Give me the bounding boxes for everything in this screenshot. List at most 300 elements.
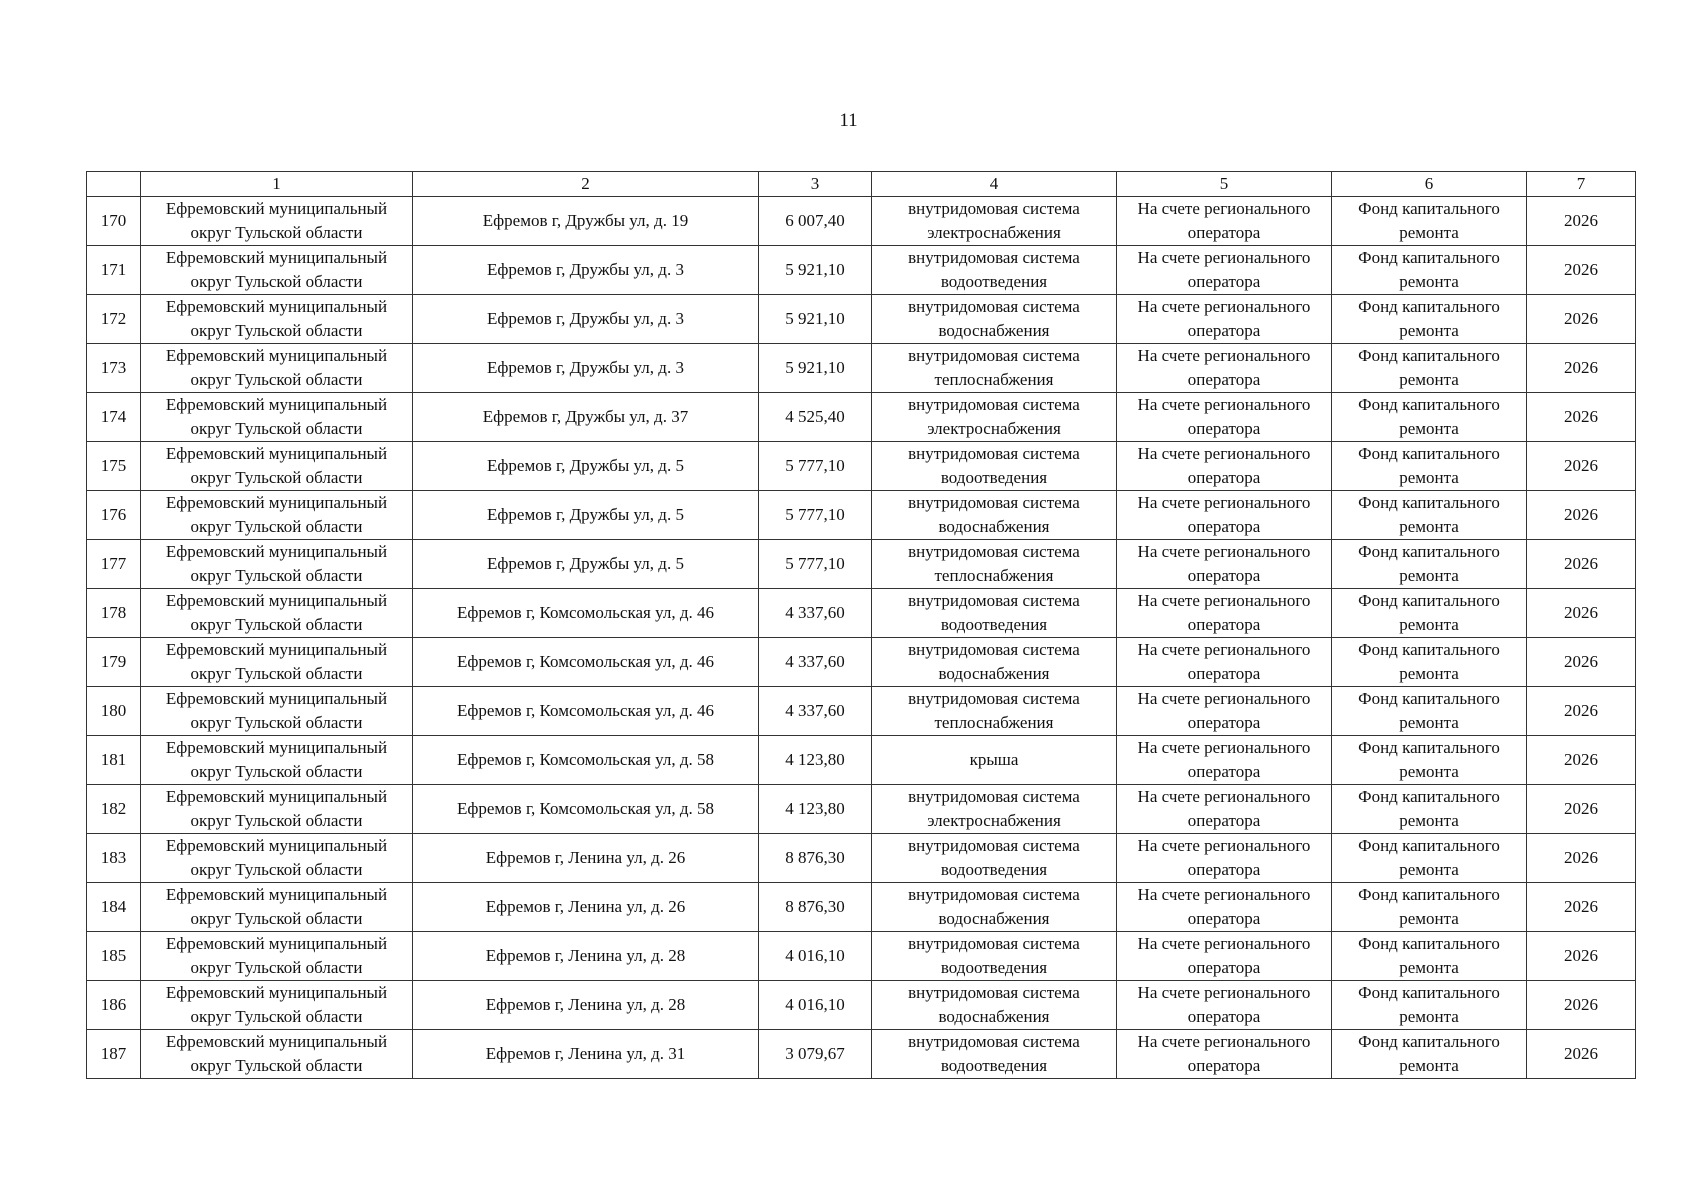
system-cell-line-2: водоотведения bbox=[940, 272, 1048, 291]
account-cell-line-1: На счете регионального bbox=[1137, 395, 1311, 414]
account-cell bbox=[1117, 344, 1332, 393]
municipality-cell-line-2: округ Тульской области bbox=[190, 762, 363, 781]
account-cell-line-2: оператора bbox=[1187, 419, 1261, 438]
municipality-cell-line-2: округ Тульской области bbox=[190, 811, 363, 830]
year-cell: 2026 bbox=[1527, 785, 1636, 834]
header-cell-5: 5 bbox=[1117, 172, 1332, 197]
account-cell-line-2: оператора bbox=[1187, 272, 1261, 291]
address-cell: Ефремов г, Ленина ул, д. 26 bbox=[413, 883, 759, 932]
municipality-cell-line-2: округ Тульской области bbox=[190, 223, 363, 242]
table-row bbox=[87, 246, 1636, 295]
fund-cell-line-2: ремонта bbox=[1399, 860, 1459, 879]
header-cell-3: 3 bbox=[759, 172, 872, 197]
fund-cell-line-1: Фонд капитального bbox=[1358, 1032, 1500, 1051]
row-number-cell: 176 bbox=[87, 491, 141, 540]
header-cell-4: 4 bbox=[872, 172, 1117, 197]
account-cell bbox=[1117, 589, 1332, 638]
header-cell-2: 2 bbox=[413, 172, 759, 197]
table-row bbox=[87, 1030, 1636, 1079]
table-row bbox=[87, 393, 1636, 442]
row-number-cell: 183 bbox=[87, 834, 141, 883]
row-number-cell: 180 bbox=[87, 687, 141, 736]
municipality-cell-line-1: Ефремовский муниципальный bbox=[165, 542, 388, 561]
year-cell: 2026 bbox=[1527, 1030, 1636, 1079]
fund-cell bbox=[1332, 1030, 1527, 1079]
account-cell-line-2: оператора bbox=[1187, 615, 1261, 634]
system-cell-line-2: водоснабжения bbox=[938, 321, 1050, 340]
row-number-cell: 181 bbox=[87, 736, 141, 785]
row-number-cell: 187 bbox=[87, 1030, 141, 1079]
fund-cell-line-2: ремонта bbox=[1399, 419, 1459, 438]
header-cell-7: 7 bbox=[1527, 172, 1636, 197]
year-cell: 2026 bbox=[1527, 197, 1636, 246]
municipality-cell-line-1: Ефремовский муниципальный bbox=[165, 836, 388, 855]
municipality-cell-line-2: округ Тульской области bbox=[190, 272, 363, 291]
area-cell: 4 123,80 bbox=[759, 785, 872, 834]
system-cell bbox=[872, 393, 1117, 442]
municipality-cell-line-1: Ефремовский муниципальный bbox=[165, 297, 388, 316]
year-cell: 2026 bbox=[1527, 638, 1636, 687]
fund-cell bbox=[1332, 981, 1527, 1030]
municipality-cell-line-2: округ Тульской области bbox=[190, 419, 363, 438]
account-cell-line-1: На счете регионального bbox=[1137, 885, 1311, 904]
municipality-cell-line-2: округ Тульской области bbox=[190, 517, 363, 536]
municipality-cell bbox=[141, 246, 413, 295]
account-cell-line-2: оператора bbox=[1187, 1056, 1261, 1075]
account-cell-line-1: На счете регионального bbox=[1137, 836, 1311, 855]
fund-cell-line-2: ремонта bbox=[1399, 223, 1459, 242]
account-cell bbox=[1117, 834, 1332, 883]
account-cell-line-1: На счете регионального bbox=[1137, 346, 1311, 365]
account-cell-line-1: На счете регионального bbox=[1137, 640, 1311, 659]
row-number-cell: 185 bbox=[87, 932, 141, 981]
system-cell bbox=[872, 883, 1117, 932]
municipality-cell bbox=[141, 540, 413, 589]
system-cell-line-1: внутридомовая система bbox=[908, 444, 1080, 463]
area-cell: 3 079,67 bbox=[759, 1030, 872, 1079]
fund-cell-line-1: Фонд капитального bbox=[1358, 983, 1500, 1002]
fund-cell bbox=[1332, 344, 1527, 393]
system-cell-line-1: внутридомовая система bbox=[908, 297, 1080, 316]
fund-cell bbox=[1332, 295, 1527, 344]
area-cell: 4 016,10 bbox=[759, 932, 872, 981]
area-cell: 5 777,10 bbox=[759, 442, 872, 491]
table-row bbox=[87, 491, 1636, 540]
municipality-cell-line-2: округ Тульской области bbox=[190, 1056, 363, 1075]
system-cell bbox=[872, 442, 1117, 491]
system-cell-line-2: водоотведения bbox=[940, 1056, 1048, 1075]
municipality-cell-line-2: округ Тульской области bbox=[190, 958, 363, 977]
year-cell: 2026 bbox=[1527, 393, 1636, 442]
municipality-cell bbox=[141, 344, 413, 393]
fund-cell-line-2: ремонта bbox=[1399, 1056, 1459, 1075]
account-cell bbox=[1117, 393, 1332, 442]
system-cell-line-2: водоотведения bbox=[940, 860, 1048, 879]
area-cell: 4 337,60 bbox=[759, 687, 872, 736]
system-cell-line-2: электроснабжения bbox=[927, 811, 1061, 830]
year-cell: 2026 bbox=[1527, 932, 1636, 981]
municipality-cell-line-1: Ефремовский муниципальный bbox=[165, 591, 388, 610]
year-cell: 2026 bbox=[1527, 491, 1636, 540]
row-number-cell: 171 bbox=[87, 246, 141, 295]
row-number-cell: 174 bbox=[87, 393, 141, 442]
area-cell: 4 016,10 bbox=[759, 981, 872, 1030]
municipality-cell-line-2: округ Тульской области bbox=[190, 370, 363, 389]
municipality-cell-line-1: Ефремовский муниципальный bbox=[165, 934, 388, 953]
address-cell: Ефремов г, Дружбы ул, д. 5 bbox=[413, 442, 759, 491]
system-cell bbox=[872, 1030, 1117, 1079]
system-cell-line-1: внутридомовая система bbox=[908, 934, 1080, 953]
fund-cell bbox=[1332, 540, 1527, 589]
address-cell: Ефремов г, Ленина ул, д. 26 bbox=[413, 834, 759, 883]
account-cell bbox=[1117, 932, 1332, 981]
year-cell: 2026 bbox=[1527, 736, 1636, 785]
fund-cell bbox=[1332, 932, 1527, 981]
account-cell-line-1: На счете регионального bbox=[1137, 1032, 1311, 1051]
page-number: 11 bbox=[839, 110, 858, 131]
area-cell: 8 876,30 bbox=[759, 834, 872, 883]
account-cell-line-2: оператора bbox=[1187, 1007, 1261, 1026]
area-cell: 5 921,10 bbox=[759, 295, 872, 344]
fund-cell-line-2: ремонта bbox=[1399, 713, 1459, 732]
account-cell-line-2: оператора bbox=[1187, 517, 1261, 536]
account-cell bbox=[1117, 491, 1332, 540]
area-cell: 5 921,10 bbox=[759, 344, 872, 393]
municipality-cell-line-1: Ефремовский муниципальный bbox=[165, 444, 388, 463]
table-row bbox=[87, 442, 1636, 491]
account-cell-line-2: оператора bbox=[1187, 713, 1261, 732]
municipality-cell-line-2: округ Тульской области bbox=[190, 1007, 363, 1026]
municipality-cell bbox=[141, 981, 413, 1030]
municipality-cell-line-2: округ Тульской области bbox=[190, 321, 363, 340]
account-cell-line-1: На счете регионального bbox=[1137, 934, 1311, 953]
address-cell: Ефремов г, Дружбы ул, д. 5 bbox=[413, 491, 759, 540]
address-cell: Ефремов г, Комсомольская ул, д. 58 bbox=[413, 736, 759, 785]
account-cell-line-1: На счете регионального bbox=[1137, 444, 1311, 463]
system-cell-line-1: внутридомовая система bbox=[908, 983, 1080, 1002]
municipality-cell-line-2: округ Тульской области bbox=[190, 468, 363, 487]
municipality-cell-line-1: Ефремовский муниципальный bbox=[165, 983, 388, 1002]
fund-cell bbox=[1332, 246, 1527, 295]
system-cell-line-2: водоотведения bbox=[940, 958, 1048, 977]
account-cell bbox=[1117, 736, 1332, 785]
address-cell: Ефремов г, Дружбы ул, д. 3 bbox=[413, 344, 759, 393]
account-cell-line-2: оператора bbox=[1187, 811, 1261, 830]
year-cell: 2026 bbox=[1527, 344, 1636, 393]
municipality-cell bbox=[141, 442, 413, 491]
row-number-cell: 173 bbox=[87, 344, 141, 393]
table-row bbox=[87, 540, 1636, 589]
system-cell bbox=[872, 344, 1117, 393]
fund-cell-line-2: ремонта bbox=[1399, 1007, 1459, 1026]
municipality-cell bbox=[141, 883, 413, 932]
registry-table bbox=[86, 171, 1636, 1079]
system-cell-line-2: теплоснабжения bbox=[934, 713, 1054, 732]
table-row bbox=[87, 589, 1636, 638]
system-cell bbox=[872, 491, 1117, 540]
account-cell bbox=[1117, 442, 1332, 491]
address-cell: Ефремов г, Дружбы ул, д. 3 bbox=[413, 246, 759, 295]
area-cell: 5 921,10 bbox=[759, 246, 872, 295]
system-cell bbox=[872, 638, 1117, 687]
year-cell: 2026 bbox=[1527, 589, 1636, 638]
account-cell bbox=[1117, 295, 1332, 344]
fund-cell-line-2: ремонта bbox=[1399, 762, 1459, 781]
fund-cell-line-1: Фонд капитального bbox=[1358, 395, 1500, 414]
table-row bbox=[87, 344, 1636, 393]
fund-cell-line-1: Фонд капитального bbox=[1358, 542, 1500, 561]
account-cell-line-1: На счете регионального bbox=[1137, 689, 1311, 708]
fund-cell bbox=[1332, 687, 1527, 736]
municipality-cell bbox=[141, 1030, 413, 1079]
area-cell: 5 777,10 bbox=[759, 540, 872, 589]
area-cell: 4 337,60 bbox=[759, 638, 872, 687]
system-cell-line-1: внутридомовая система bbox=[908, 1032, 1080, 1051]
address-cell: Ефремов г, Ленина ул, д. 31 bbox=[413, 1030, 759, 1079]
fund-cell-line-1: Фонд капитального bbox=[1358, 787, 1500, 806]
fund-cell-line-2: ремонта bbox=[1399, 566, 1459, 585]
municipality-cell-line-1: Ефремовский муниципальный bbox=[165, 199, 388, 218]
header-cell-num bbox=[87, 172, 141, 197]
system-cell bbox=[872, 197, 1117, 246]
municipality-cell bbox=[141, 491, 413, 540]
area-cell: 5 777,10 bbox=[759, 491, 872, 540]
year-cell: 2026 bbox=[1527, 540, 1636, 589]
fund-cell-line-1: Фонд капитального bbox=[1358, 444, 1500, 463]
table-row bbox=[87, 638, 1636, 687]
municipality-cell bbox=[141, 834, 413, 883]
fund-cell-line-2: ремонта bbox=[1399, 517, 1459, 536]
municipality-cell-line-1: Ефремовский муниципальный bbox=[165, 689, 388, 708]
header-cell-1: 1 bbox=[141, 172, 413, 197]
municipality-cell-line-2: округ Тульской области bbox=[190, 713, 363, 732]
fund-cell-line-2: ремонта bbox=[1399, 321, 1459, 340]
fund-cell-line-2: ремонта bbox=[1399, 615, 1459, 634]
municipality-cell bbox=[141, 736, 413, 785]
fund-cell-line-2: ремонта bbox=[1399, 370, 1459, 389]
system-cell-line-1: внутридомовая система bbox=[908, 689, 1080, 708]
fund-cell-line-1: Фонд капитального bbox=[1358, 297, 1500, 316]
system-cell bbox=[872, 834, 1117, 883]
fund-cell-line-2: ремонта bbox=[1399, 909, 1459, 928]
address-cell: Ефремов г, Комсомольская ул, д. 46 bbox=[413, 638, 759, 687]
system-cell bbox=[872, 589, 1117, 638]
municipality-cell-line-2: округ Тульской области bbox=[190, 615, 363, 634]
table-row bbox=[87, 736, 1636, 785]
account-cell-line-2: оператора bbox=[1187, 566, 1261, 585]
fund-cell-line-2: ремонта bbox=[1399, 664, 1459, 683]
year-cell: 2026 bbox=[1527, 687, 1636, 736]
account-cell bbox=[1117, 638, 1332, 687]
system-cell-line-1: внутридомовая система bbox=[908, 542, 1080, 561]
system-cell-line-2: водоснабжения bbox=[938, 909, 1050, 928]
system-cell bbox=[872, 295, 1117, 344]
fund-cell bbox=[1332, 638, 1527, 687]
system-cell-line-1: внутридомовая система bbox=[908, 591, 1080, 610]
system-cell-line-1: внутридомовая система bbox=[908, 493, 1080, 512]
address-cell: Ефремов г, Дружбы ул, д. 3 bbox=[413, 295, 759, 344]
system-cell bbox=[872, 932, 1117, 981]
year-cell: 2026 bbox=[1527, 442, 1636, 491]
account-cell bbox=[1117, 687, 1332, 736]
fund-cell-line-1: Фонд капитального bbox=[1358, 591, 1500, 610]
account-cell-line-2: оператора bbox=[1187, 958, 1261, 977]
area-cell: 6 007,40 bbox=[759, 197, 872, 246]
fund-cell-line-1: Фонд капитального bbox=[1358, 689, 1500, 708]
municipality-cell-line-2: округ Тульской области bbox=[190, 909, 363, 928]
account-cell bbox=[1117, 981, 1332, 1030]
municipality-cell bbox=[141, 393, 413, 442]
year-cell: 2026 bbox=[1527, 246, 1636, 295]
table-row bbox=[87, 295, 1636, 344]
account-cell bbox=[1117, 197, 1332, 246]
row-number-cell: 184 bbox=[87, 883, 141, 932]
table-row bbox=[87, 197, 1636, 246]
system-cell-line-2: водоотведения bbox=[940, 468, 1048, 487]
system-cell-line-1: внутридомовая система bbox=[908, 787, 1080, 806]
address-cell: Ефремов г, Дружбы ул, д. 19 bbox=[413, 197, 759, 246]
fund-cell bbox=[1332, 834, 1527, 883]
fund-cell-line-2: ремонта bbox=[1399, 811, 1459, 830]
system-cell bbox=[872, 540, 1117, 589]
account-cell-line-2: оператора bbox=[1187, 860, 1261, 879]
municipality-cell-line-1: Ефремовский муниципальный bbox=[165, 738, 388, 757]
area-cell: 4 525,40 bbox=[759, 393, 872, 442]
system-cell bbox=[872, 981, 1117, 1030]
account-cell bbox=[1117, 1030, 1332, 1079]
account-cell-line-1: На счете регионального bbox=[1137, 983, 1311, 1002]
fund-cell-line-1: Фонд капитального bbox=[1358, 346, 1500, 365]
fund-cell-line-1: Фонд капитального bbox=[1358, 836, 1500, 855]
area-cell: 4 123,80 bbox=[759, 736, 872, 785]
system-cell-line-1: внутридомовая система bbox=[908, 885, 1080, 904]
account-cell-line-1: На счете регионального bbox=[1137, 787, 1311, 806]
fund-cell-line-1: Фонд капитального bbox=[1358, 493, 1500, 512]
municipality-cell-line-1: Ефремовский муниципальный bbox=[165, 346, 388, 365]
table-row bbox=[87, 687, 1636, 736]
address-cell: Ефремов г, Ленина ул, д. 28 bbox=[413, 932, 759, 981]
account-cell-line-2: оператора bbox=[1187, 664, 1261, 683]
table-row bbox=[87, 883, 1636, 932]
fund-cell bbox=[1332, 589, 1527, 638]
municipality-cell bbox=[141, 638, 413, 687]
system-cell-line-2: теплоснабжения bbox=[934, 370, 1054, 389]
municipality-cell-line-1: Ефремовский муниципальный bbox=[165, 1032, 388, 1051]
account-cell-line-2: оператора bbox=[1187, 762, 1261, 781]
year-cell: 2026 bbox=[1527, 834, 1636, 883]
municipality-cell bbox=[141, 932, 413, 981]
account-cell bbox=[1117, 883, 1332, 932]
row-number-cell: 170 bbox=[87, 197, 141, 246]
municipality-cell-line-1: Ефремовский муниципальный bbox=[165, 885, 388, 904]
municipality-cell-line-2: округ Тульской области bbox=[190, 664, 363, 683]
fund-cell-line-1: Фонд капитального bbox=[1358, 738, 1500, 757]
account-cell-line-2: оператора bbox=[1187, 468, 1261, 487]
address-cell: Ефремов г, Комсомольская ул, д. 46 bbox=[413, 589, 759, 638]
system-cell-line-2: электроснабжения bbox=[927, 223, 1061, 242]
year-cell: 2026 bbox=[1527, 981, 1636, 1030]
account-cell-line-2: оператора bbox=[1187, 370, 1261, 389]
table-row bbox=[87, 981, 1636, 1030]
fund-cell bbox=[1332, 883, 1527, 932]
fund-cell-line-1: Фонд капитального bbox=[1358, 885, 1500, 904]
address-cell: Ефремов г, Дружбы ул, д. 37 bbox=[413, 393, 759, 442]
system-cell: крыша bbox=[872, 736, 1117, 785]
system-cell-line-1: внутридомовая система bbox=[908, 640, 1080, 659]
address-cell: Ефремов г, Комсомольская ул, д. 46 bbox=[413, 687, 759, 736]
row-number-cell: 177 bbox=[87, 540, 141, 589]
municipality-cell bbox=[141, 687, 413, 736]
municipality-cell bbox=[141, 785, 413, 834]
account-cell-line-1: На счете регионального bbox=[1137, 199, 1311, 218]
system-cell bbox=[872, 785, 1117, 834]
table-row bbox=[87, 785, 1636, 834]
system-cell-line-1: внутридомовая система bbox=[908, 248, 1080, 267]
table-row bbox=[87, 834, 1636, 883]
system-cell-line-2: электроснабжения bbox=[927, 419, 1061, 438]
municipality-cell-line-1: Ефремовский муниципальный bbox=[165, 493, 388, 512]
fund-cell bbox=[1332, 785, 1527, 834]
fund-cell-line-1: Фонд капитального bbox=[1358, 934, 1500, 953]
account-cell-line-1: На счете регионального bbox=[1137, 591, 1311, 610]
municipality-cell bbox=[141, 197, 413, 246]
system-cell-line-2: водоснабжения bbox=[938, 1007, 1050, 1026]
account-cell bbox=[1117, 540, 1332, 589]
fund-cell bbox=[1332, 491, 1527, 540]
row-number-cell: 178 bbox=[87, 589, 141, 638]
fund-cell-line-2: ремонта bbox=[1399, 468, 1459, 487]
fund-cell-line-2: ремонта bbox=[1399, 272, 1459, 291]
account-cell-line-1: На счете регионального bbox=[1137, 248, 1311, 267]
year-cell: 2026 bbox=[1527, 295, 1636, 344]
address-cell: Ефремов г, Ленина ул, д. 28 bbox=[413, 981, 759, 1030]
municipality-cell bbox=[141, 589, 413, 638]
municipality-cell-line-1: Ефремовский муниципальный bbox=[165, 787, 388, 806]
municipality-cell-line-1: Ефремовский муниципальный bbox=[165, 248, 388, 267]
system-cell bbox=[872, 246, 1117, 295]
account-cell-line-2: оператора bbox=[1187, 321, 1261, 340]
row-number-cell: 182 bbox=[87, 785, 141, 834]
municipality-cell bbox=[141, 295, 413, 344]
system-cell-line-1: внутридомовая система bbox=[908, 199, 1080, 218]
municipality-cell-line-1: Ефремовский муниципальный bbox=[165, 640, 388, 659]
fund-cell-line-1: Фонд капитального bbox=[1358, 640, 1500, 659]
account-cell-line-1: На счете регионального bbox=[1137, 297, 1311, 316]
account-cell-line-1: На счете регионального bbox=[1137, 493, 1311, 512]
account-cell bbox=[1117, 246, 1332, 295]
account-cell-line-1: На счете регионального bbox=[1137, 738, 1311, 757]
table-row bbox=[87, 932, 1636, 981]
row-number-cell: 186 bbox=[87, 981, 141, 1030]
fund-cell bbox=[1332, 442, 1527, 491]
area-cell: 4 337,60 bbox=[759, 589, 872, 638]
system-cell bbox=[872, 687, 1117, 736]
system-cell-line-2: водоснабжения bbox=[938, 664, 1050, 683]
fund-cell-line-2: ремонта bbox=[1399, 958, 1459, 977]
system-cell-line-2: теплоснабжения bbox=[934, 566, 1054, 585]
row-number-cell: 179 bbox=[87, 638, 141, 687]
system-cell-line-1: внутридомовая система bbox=[908, 346, 1080, 365]
column-number-row bbox=[87, 172, 1636, 197]
system-cell-line-1: внутридомовая система bbox=[908, 836, 1080, 855]
account-cell-line-2: оператора bbox=[1187, 223, 1261, 242]
area-cell: 8 876,30 bbox=[759, 883, 872, 932]
fund-cell bbox=[1332, 197, 1527, 246]
fund-cell bbox=[1332, 736, 1527, 785]
municipality-cell-line-2: округ Тульской области bbox=[190, 566, 363, 585]
table-body bbox=[87, 197, 1636, 1079]
municipality-cell-line-1: Ефремовский муниципальный bbox=[165, 395, 388, 414]
